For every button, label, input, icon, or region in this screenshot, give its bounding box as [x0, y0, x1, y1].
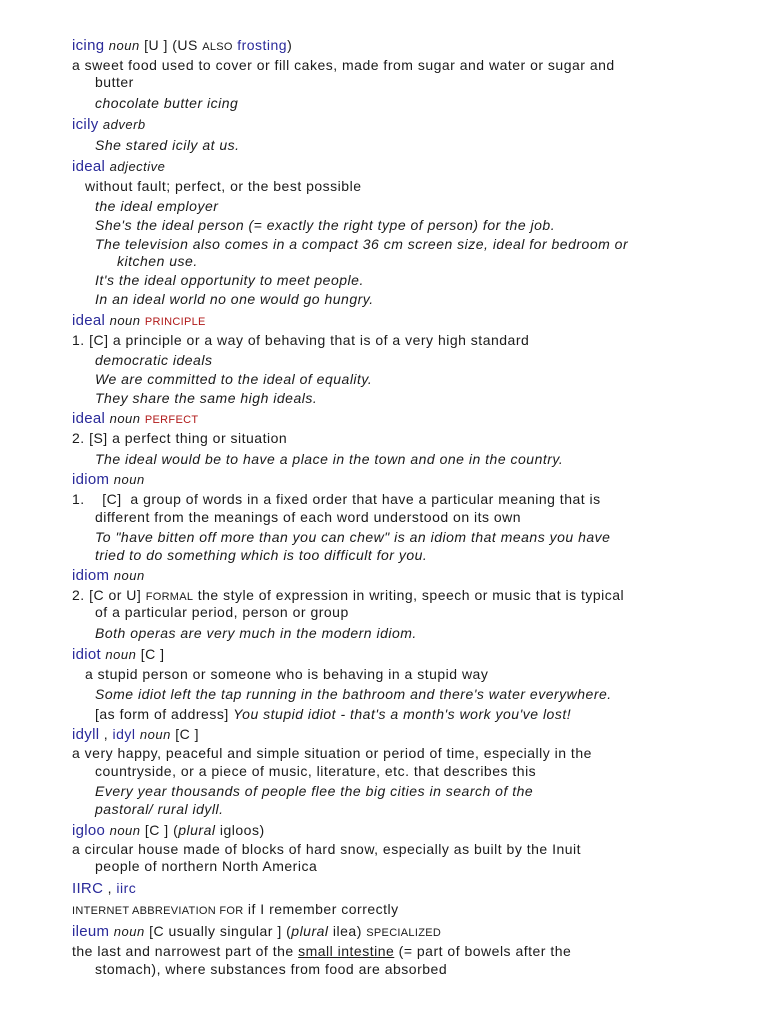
example: In an ideal world no one would go hungry.: [95, 291, 374, 307]
entry-ideal-principle-header: [72, 311, 206, 331]
example: She stared icily at us.: [95, 137, 240, 153]
part-of-speech: noun: [139, 727, 171, 742]
register-label: SPECIALIZED: [366, 927, 442, 939]
headword: icing: [72, 37, 105, 54]
definition: a stupid person or someone who is behaving in a stupid way: [85, 666, 489, 682]
definition: [72, 942, 571, 960]
example: the ideal employer: [95, 198, 219, 214]
headword: idiot: [72, 646, 102, 663]
definition: 1. [C] a principle or a way of behaving that is of a very high standard: [72, 332, 530, 348]
variant: iirc: [116, 880, 137, 896]
example: She's the ideal person (= exactly the right type of person) for the job.: [95, 217, 556, 233]
sense-label: PRINCIPLE: [144, 316, 206, 328]
definition: without fault; perfect, or the best possible: [85, 178, 362, 194]
entry-idiom-1-header: [72, 470, 145, 489]
part-of-speech: adjective: [109, 159, 166, 174]
usage-note: [as form of address]: [95, 706, 229, 722]
example: Both operas are very much in the modern idiom.: [95, 625, 417, 641]
definition: different from the meanings of each word understood on its own: [95, 509, 522, 525]
headword: idyll: [72, 726, 100, 743]
definition-text: if I remember correctly: [247, 901, 399, 917]
entry-idyll-header: [72, 725, 199, 744]
example: We are committed to the ideal of equality.: [95, 371, 373, 387]
paren: ): [287, 37, 293, 53]
definition: people of northern North America: [95, 858, 318, 874]
example: democratic ideals: [95, 352, 213, 368]
example: The television also comes in a compact 36 cm screen size, ideal for bedroom or: [95, 236, 629, 252]
grammar: [U ] (US: [144, 37, 198, 53]
definition: a very happy, peaceful and simple situation or period of time, especially in the: [72, 745, 592, 761]
entry-igloo-header: [72, 821, 265, 840]
definition: butter: [95, 74, 134, 90]
headword: icily: [72, 116, 99, 133]
part-of-speech: adverb: [102, 117, 146, 132]
headword: ileum: [72, 923, 110, 940]
definition: 1. [C] a group of words in a fixed order that have a particular meaning that is: [72, 491, 601, 507]
register-label: INTERNET ABBREVIATION FOR: [72, 905, 244, 917]
example: Every year thousands of people flee the big cities in search of the: [95, 783, 534, 799]
example: tried to do something which is too difficult for you.: [95, 547, 428, 563]
definition: of a particular period, person or group: [95, 604, 349, 620]
definition: countryside, or a piece of music, literature, etc. that describes this: [95, 763, 537, 779]
part-of-speech: noun: [109, 411, 141, 426]
plural-form: ilea): [332, 923, 362, 939]
headword: ideal: [72, 410, 106, 427]
headword: idiom: [72, 567, 110, 584]
definition: a circular house made of blocks of hard snow, especially as built by the Inuit: [72, 841, 582, 857]
entry-icily-header: [72, 115, 146, 134]
definition-text: (= part of bowels after the: [398, 943, 572, 959]
example: pastoral/ rural idyll.: [95, 801, 224, 817]
also-label: ALSO: [202, 41, 233, 53]
headword: igloo: [72, 822, 106, 839]
grammar: [C ]: [140, 646, 165, 662]
definition-text: the last and narrowest part of the: [72, 943, 294, 959]
headword: ideal: [72, 158, 106, 175]
headword: ideal: [72, 312, 106, 329]
example: [95, 705, 571, 723]
sense-label: PERFECT: [144, 414, 199, 426]
definition: 2. [S] a perfect thing or situation: [72, 430, 288, 446]
example: kitchen use.: [117, 253, 198, 269]
part-of-speech: noun: [113, 568, 145, 583]
entry-idiom-2-header: [72, 566, 145, 585]
part-of-speech: noun: [109, 313, 141, 328]
definition: stomach), where substances from food are absorbed: [95, 961, 448, 977]
example: Some idiot left the tap running in the bathroom and there's water everywhere.: [95, 686, 612, 702]
variant: idyl: [112, 726, 136, 742]
separator: ,: [103, 726, 109, 742]
plural-label: plural: [178, 822, 216, 838]
part-of-speech: noun: [108, 38, 140, 53]
part-of-speech: noun: [105, 647, 137, 662]
example: They share the same high ideals.: [95, 390, 318, 406]
entry-icing-header: [72, 36, 292, 56]
part-of-speech: noun: [109, 823, 141, 838]
variant: frosting: [237, 37, 288, 53]
grammar: 2. [C or U]: [72, 587, 142, 603]
entry-iirc-header: [72, 879, 136, 898]
entry-ileum-header: [72, 922, 441, 942]
entry-idiot-header: [72, 645, 165, 664]
plural-form: igloos): [219, 822, 265, 838]
separator: ,: [107, 880, 112, 896]
definition: a sweet food used to cover or fill cakes, made from sugar and water or sugar and: [72, 57, 615, 73]
example: It's the ideal opportunity to meet people.: [95, 272, 364, 288]
part-of-speech: noun: [113, 472, 145, 487]
cross-reference-link[interactable]: small intestine: [298, 943, 395, 959]
example-text: You stupid idiot - that's a month's work you've lost!: [233, 706, 572, 722]
example: To "have bitten off more than you can chew" is an idiom that means you have: [95, 529, 611, 545]
grammar: [C usually singular ] (: [149, 923, 292, 939]
grammar: [C ]: [175, 726, 200, 742]
example: The ideal would be to have a place in the town and one in the country.: [95, 451, 564, 467]
headword: IIRC: [72, 880, 104, 897]
grammar: [C ] (: [144, 822, 179, 838]
register-label: FORMAL: [145, 591, 194, 603]
part-of-speech: noun: [113, 924, 145, 939]
example: chocolate butter icing: [95, 95, 239, 111]
entry-ideal-adj-header: [72, 157, 165, 176]
definition: [72, 900, 399, 920]
plural-label: plural: [291, 923, 329, 939]
entry-ideal-perfect-header: [72, 409, 198, 429]
definition-text: the style of expression in writing, speech or music that is typical: [197, 587, 625, 603]
headword: idiom: [72, 471, 110, 488]
